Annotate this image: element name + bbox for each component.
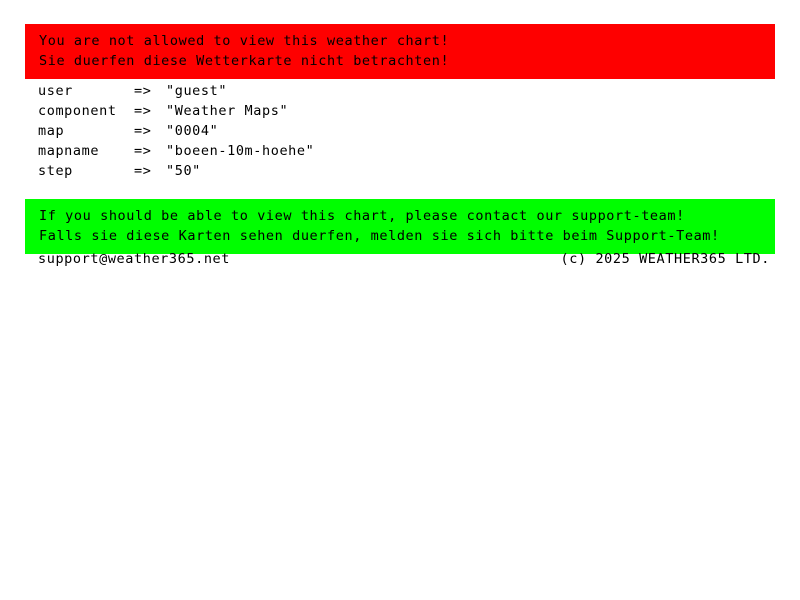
- param-key: step: [38, 163, 73, 179]
- param-arrow: =>: [134, 103, 152, 119]
- table-row: [38, 141, 758, 161]
- table-row: [38, 121, 758, 141]
- param-arrow: =>: [134, 143, 152, 159]
- param-value: "0004": [166, 123, 219, 139]
- table-row: [38, 161, 758, 181]
- parameter-list: [38, 81, 758, 181]
- param-value: "Weather Maps": [166, 103, 289, 119]
- param-arrow: =>: [134, 83, 152, 99]
- support-banner-line-en: If you should be able to view this chart, please contact our support-team!: [39, 208, 685, 224]
- param-key: mapname: [38, 143, 100, 159]
- table-row: [38, 101, 758, 121]
- support-banner-line-de: Falls sie diese Karten sehen duerfen, melden sie sich bitte beim Support-Team!: [39, 228, 720, 244]
- param-value: "boeen-10m-hoehe": [166, 143, 315, 159]
- param-key: component: [38, 103, 117, 119]
- error-banner: [25, 24, 775, 79]
- param-value: "50": [166, 163, 201, 179]
- table-row: [38, 81, 758, 101]
- copyright-text: (c) 2025 WEATHER365 LTD.: [560, 251, 770, 267]
- param-value: "guest": [166, 83, 228, 99]
- param-key: user: [38, 83, 73, 99]
- error-banner-line-de: Sie duerfen diese Wetterkarte nicht betrachten!: [39, 53, 450, 69]
- param-key: map: [38, 123, 65, 139]
- support-banner: [25, 199, 775, 254]
- footer: [38, 249, 770, 269]
- param-arrow: =>: [134, 163, 152, 179]
- support-email-link[interactable]: support@weather365.net: [38, 251, 231, 267]
- param-arrow: =>: [134, 123, 152, 139]
- error-banner-line-en: You are not allowed to view this weather chart!: [39, 33, 450, 49]
